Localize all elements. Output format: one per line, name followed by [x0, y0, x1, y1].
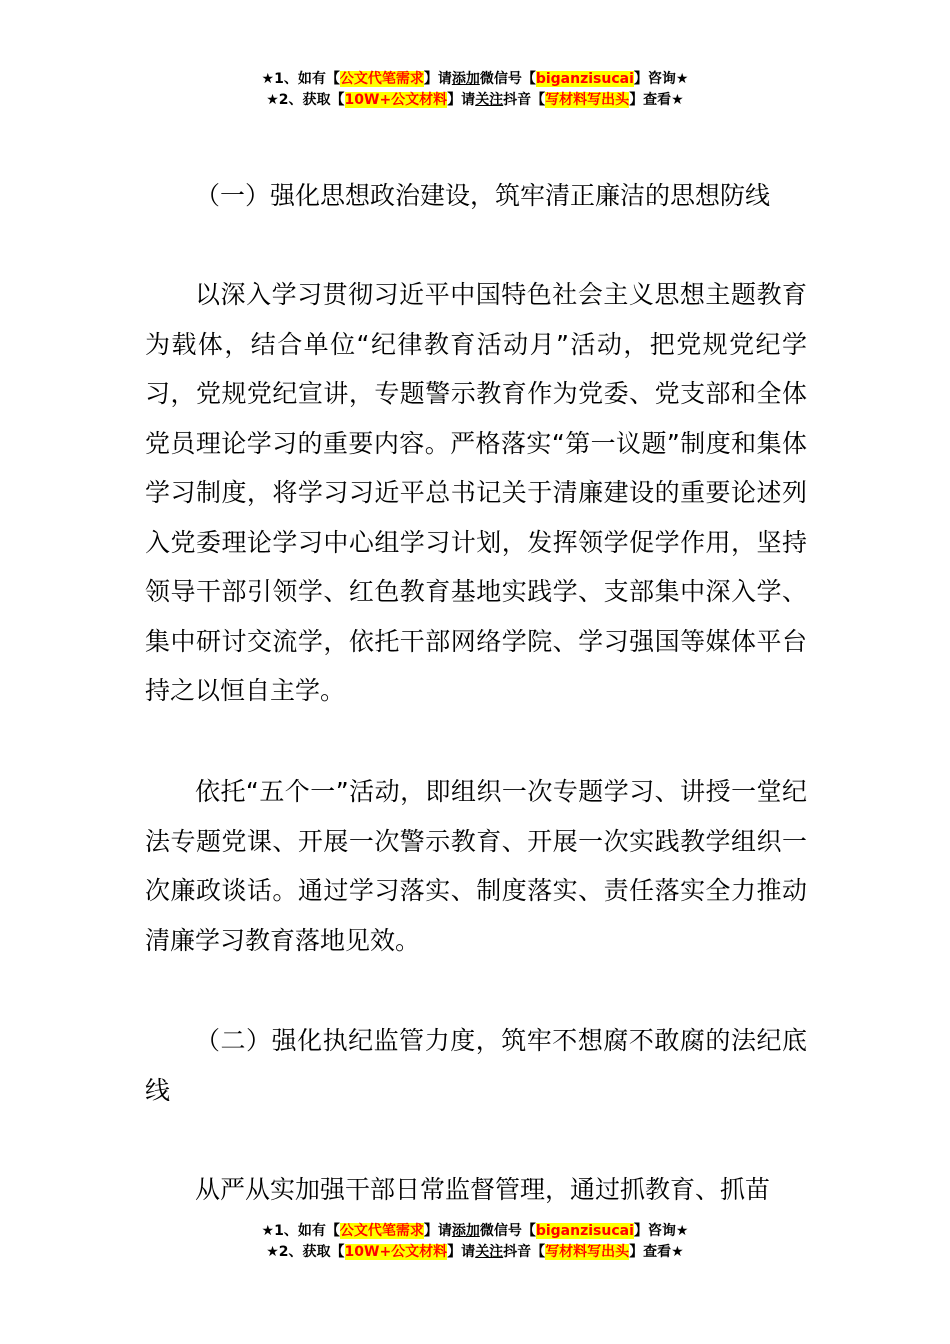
- banner-highlight: 公文代笔需求: [339, 71, 424, 87]
- banner-highlight: 10W+公文材料: [344, 1244, 448, 1260]
- banner-highlight: 公文代笔需求: [339, 1223, 424, 1239]
- paragraph-3: [145, 1165, 807, 1215]
- banner-underlined-text: 添加: [451, 1223, 480, 1239]
- heading-text: （二）强化执纪监管力度，筑牢不想腐不敢腐的法纪底线: [145, 1026, 807, 1105]
- banner-underlined-text: 关注: [475, 92, 504, 108]
- banner-text: 微信号【: [479, 71, 536, 87]
- banner-highlight: biganzisucai: [535, 71, 634, 87]
- banner-text: 抖音【: [503, 1244, 546, 1260]
- banner-line-1: [0, 1221, 950, 1242]
- header-banner: [0, 69, 950, 111]
- banner-text: 】请: [447, 1244, 476, 1260]
- banner-highlight: 写材料写出头: [545, 92, 630, 108]
- banner-line-2: [0, 1242, 950, 1263]
- banner-underlined-text: 添加: [451, 71, 480, 87]
- banner-text: ★1、如有【: [261, 71, 340, 87]
- banner-text: ★2、获取【: [266, 1244, 345, 1260]
- banner-line-2: [0, 90, 950, 111]
- banner-text: 】请: [423, 71, 452, 87]
- banner-underlined-text: 关注: [475, 1244, 504, 1260]
- paragraph-2: [145, 767, 807, 965]
- banner-text: 】查看★: [629, 1244, 684, 1260]
- banner-text: ★2、获取【: [266, 92, 345, 108]
- section-heading-2: [145, 1016, 807, 1115]
- section-heading-1: [145, 171, 807, 221]
- banner-line-1: [0, 69, 950, 90]
- banner-text: ★1、如有【: [261, 1223, 340, 1239]
- paragraph-text: 以深入学习贯彻习近平中国特色社会主义思想主题教育为载体，结合单位“纪律教育活动月”活动，把党规党纪学习，党规党纪宣讲，专题警示教育作为党委、党支部和全体党员理论学习的重要内容。严格落实“第一议题”制度和集体学习制度，将学习习近平总书记关于清廉建设的重要论述列入党委理论学习中心组学习计划，发挥领学促学作用，坚持领导干部引领学、红色教育基地实践学、支部集中深入学、集中研讨交流学，依托干部网络学院、学习强国等媒体平台持之以恒自主学。: [145, 280, 807, 705]
- footer-banner: [0, 1221, 950, 1263]
- banner-highlight: 写材料写出头: [545, 1244, 630, 1260]
- paragraph-1: [145, 270, 807, 716]
- heading-text: （一）强化思想政治建设，筑牢清正廉洁的思想防线: [195, 181, 771, 210]
- banner-text: 】查看★: [629, 92, 684, 108]
- banner-highlight: biganzisucai: [535, 1223, 634, 1239]
- banner-text: 】请: [447, 92, 476, 108]
- paragraph-text: 依托“五个一”活动，即组织一次专题学习、讲授一堂纪法专题党课、开展一次警示教育、开展一次实践教学组织一次廉政谈话。通过学习落实、制度落实、责任落实全力推动清廉学习教育落地见效。: [145, 777, 807, 955]
- banner-text: 抖音【: [503, 92, 546, 108]
- banner-text: 】咨询★: [633, 1223, 689, 1239]
- banner-highlight: 10W+公文材料: [344, 92, 448, 108]
- banner-text: 微信号【: [479, 1223, 536, 1239]
- paragraph-text: 从严从实加强干部日常监督管理，通过抓教育、抓苗: [195, 1175, 771, 1204]
- banner-text: 】咨询★: [633, 71, 689, 87]
- banner-text: 】请: [423, 1223, 452, 1239]
